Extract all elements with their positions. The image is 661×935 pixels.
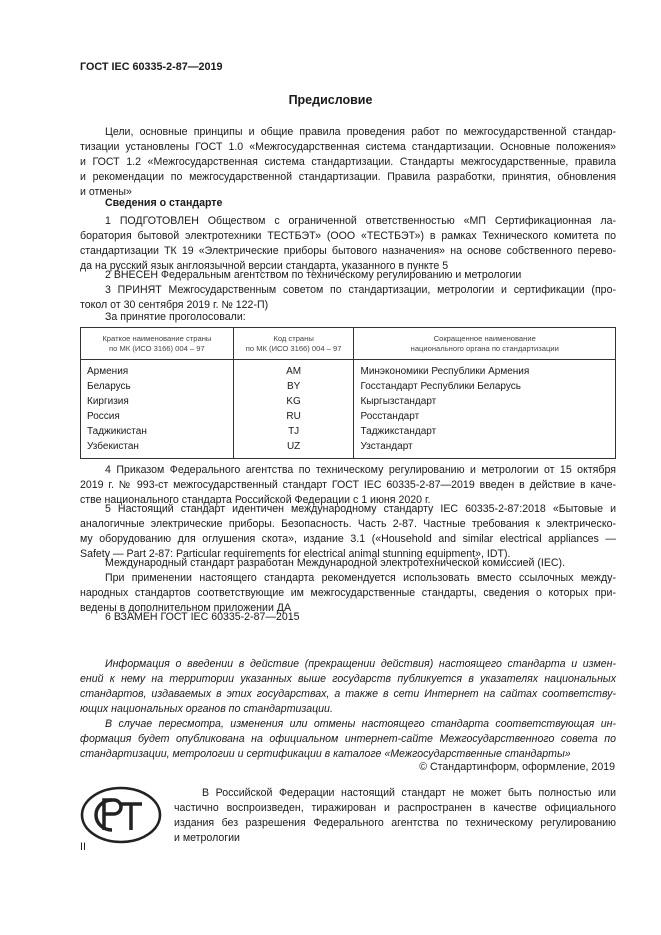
code-cell: TJ	[233, 424, 354, 439]
body-cell: Минэкономики Республики Армения	[354, 360, 616, 380]
text-line: Информация о введении в действие (прекращении действия) настоящего стандарта и измен-	[105, 658, 616, 670]
header-line: по МК (ИСО 3166) 004 – 97	[245, 344, 342, 353]
table-row	[81, 409, 616, 424]
header-line: национального органа по стандартизации	[410, 344, 559, 353]
country-cell: Киргизия	[81, 394, 234, 409]
copyright-line: © Стандартинформ, оформление, 2019	[419, 761, 615, 773]
body-cell: Росстандарт	[354, 409, 616, 424]
country-cell: Таджикистан	[81, 424, 234, 439]
code-cell: BY	[233, 379, 354, 394]
table-row	[81, 394, 616, 409]
code-cell: AM	[233, 360, 354, 380]
text-line: 5 Настоящий стандарт идентичен международному стандарту IEC 60335-2-87:2018 «Бытовые и	[105, 503, 616, 515]
text-line: издания без разрешения Федерального агентства по техническому регулированию	[174, 817, 616, 829]
voting-countries-table	[80, 327, 616, 459]
text-line: 2019 г. № 993-ст межгосударственный стандарт ГОСТ IEC 60335-2-87—2019 введен в действие в каче-	[80, 479, 616, 491]
text-line: Цели, основные принципы и общие правила проведения работ по межгосударственной стандар-	[105, 126, 616, 138]
text-line: ведены в дополнительном приложении ДА	[80, 602, 292, 614]
table-row	[81, 360, 616, 380]
item-2-paragraph: 2 ВНЕСЕН Федеральным агентством по техническому регулированию и метрологии	[105, 269, 522, 281]
table-row	[81, 379, 616, 394]
country-cell: Узбекистан	[81, 439, 234, 459]
header-line: по МК (ИСО 3166) 004 – 97	[109, 344, 205, 353]
code-cell: UZ	[233, 439, 354, 459]
item-3-paragraph	[80, 283, 616, 313]
text-line: стве национального стандарта Российской Федерации с 1 июня 2020 г.	[80, 494, 431, 506]
text-line: боратория бытовой электротехники ТЕСТБЭТ» (ООО «ТЕСТБЭТ») в рамках Технического комитета по	[80, 230, 616, 242]
text-line: и рекомендации по межгосударственной стандартизации. Правила разработки, принятия, обновления	[80, 171, 616, 183]
text-line: формация будет опубликована на официальном интернет-сайте Межгосударственного совета по	[80, 733, 616, 745]
intl-developer-paragraph: Международный стандарт разработан Международной электротехнической комиссией (IEC).	[105, 557, 566, 569]
text-line: да на русский язык англоязычной версии стандарта, указанного в пункте 5	[80, 260, 449, 272]
text-line: 3 ПРИНЯТ Межгосударственным советом по стандартизации, метрологии и сертификации (про-	[105, 284, 616, 296]
text-line: стандартизации, метрологии и сертификации в каталоге «Межгосударственные стандарты»	[80, 748, 571, 760]
country-cell: Армения	[81, 360, 234, 380]
text-line: ений к нему на территории указанных выше государств публикуется в указателях национальных	[80, 673, 616, 685]
body-cell: Узстандарт	[354, 439, 616, 459]
text-line: стандартизации ТК 19 «Электрические приборы бытового назначения» на основе собственного перево-	[80, 245, 616, 257]
item-5-paragraph	[80, 502, 616, 562]
code-cell: KG	[233, 394, 354, 409]
code-cell: RU	[233, 409, 354, 424]
info-introduction-paragraph	[80, 657, 616, 717]
text-line: и ГОСТ 1.2 «Межгосударственная система стандартизации. Стандарты межгосударственные, правила	[80, 156, 616, 168]
text-line: стандартов, издаваемых в этих государствах, а также в сети Интернет на сайтах соответству-	[80, 688, 616, 700]
text-line: В Российской Федерации настоящий стандарт не может быть полностью или	[202, 787, 616, 799]
intro-paragraph	[80, 125, 616, 200]
document-header: ГОСТ IEC 60335-2-87—2019	[80, 61, 223, 73]
section-subheading: Сведения о стандарте	[105, 197, 223, 209]
page-title: Предисловие	[288, 93, 373, 107]
table-row	[81, 424, 616, 439]
text-line: и отмены»	[80, 186, 132, 198]
text-line: 1 ПОДГОТОВЛЕН Обществом с ограниченной ответственностью «МП Сертификационная ла-	[105, 215, 616, 227]
header-line: Краткое наименование страны	[102, 334, 212, 343]
country-cell: Россия	[81, 409, 234, 424]
info-revision-paragraph	[80, 717, 616, 762]
item-6-paragraph: 6 ВЗАМЕН ГОСТ IEC 60335-2-87—2015	[105, 611, 300, 623]
column-header-code	[233, 328, 354, 360]
table-header-row	[81, 328, 616, 360]
header-line: Сокращенное наименование	[433, 334, 536, 343]
page-number: II	[80, 841, 86, 853]
text-line: В случае пересмотра, изменения или отмены настоящего стандарта соответствующая ин-	[105, 718, 616, 730]
text-line: ющих национальных органов по стандартизации.	[80, 703, 333, 715]
column-header-country	[81, 328, 234, 360]
voted-label: За принятие проголосовали:	[105, 311, 246, 323]
table-row	[81, 439, 616, 459]
text-line: народных стандартов соответствующие им межгосударственные стандарты, сведения о которых при-	[80, 587, 616, 599]
text-line: 4 Приказом Федерального агентства по техническому регулированию и метрологии от 15 октября	[105, 464, 616, 476]
logo-text: РСТ	[80, 786, 82, 787]
body-cell: Таджикстандарт	[354, 424, 616, 439]
header-line: Код страны	[273, 334, 314, 343]
text-line: частично воспроизведен, тиражирован и распространен в качестве официального	[174, 802, 616, 814]
body-cell: Кыргызстандарт	[354, 394, 616, 409]
body-cell: Госстандарт Республики Беларусь	[354, 379, 616, 394]
reproduction-notice	[174, 786, 616, 846]
text-line: Safety — Part 2-87: Particular requirements for electrical animal stunning equipment», IDT).	[80, 548, 511, 560]
rst-logo-icon	[80, 786, 162, 849]
item-1-paragraph	[80, 214, 616, 274]
text-line: тизации установлены ГОСТ 1.0 «Межгосударственная система стандартизации. Основные положения»	[80, 141, 616, 153]
text-line: токол от 30 сентября 2019 г. № 122-П)	[80, 299, 269, 311]
text-line: При применении настоящего стандарта рекомендуется использовать вместо ссылочных между-	[105, 572, 616, 584]
country-cell: Беларусь	[81, 379, 234, 394]
text-line: и метрологии	[174, 832, 240, 844]
text-line: аналогичные электрические приборы. Безопасность. Часть 2-87. Частные требования к электрическо-	[80, 518, 616, 530]
text-line: му оборудованию для оглушения скота», издание 3.1 («Household and similar electrical appliances —	[80, 533, 616, 545]
column-header-body	[354, 328, 616, 360]
